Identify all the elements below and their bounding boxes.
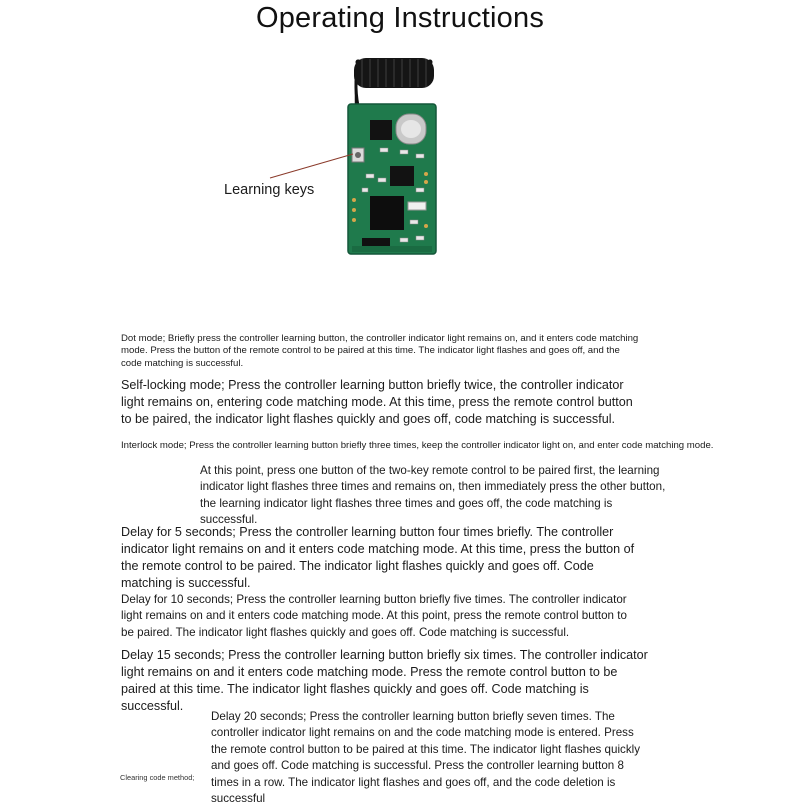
product-figure [150,50,670,310]
page-title: Operating Instructions [255,2,545,34]
clearing-code-label: Clearing code method; [120,773,195,782]
pcb-board [348,104,436,254]
delay-20s-text: Delay 20 seconds; Press the controller learning button briefly seven times. The controller indicator light remains on and the code matching mode is entered. Press the remote control button to be paired at this time. The indicator light flashes quickly and goes off. Code matching is successful. Press the controller learning button 8 times in a row. The indicator light flashes and goes off, and the code deletion is successful [211,710,640,806]
learning-keys-label: Learning keys [224,182,315,198]
dot-mode-text: Dot mode; Briefly press the controller learning button, the controller indicator light remains on, and it enters code matching mode. Press the button of the remote control to be paired at this time. The indicator light flashes and goes off, and the code matching is successful. [121,333,639,369]
callout-line [270,154,353,178]
interlock-continuation-text: At this point, press one button of the two-key remote control to be paired first, the learning indicator light flashes three times and remains on, then immediately press the other button, the learning indicator light flashes three times and goes off, the code matching is successful. [200,464,666,527]
delay-15s-text: Delay 15 seconds; Press the controller learning button briefly six times. The controller indicator light remains on and it enters code matching mode. Press the remote control button to be paired at this time. The indicator light flashes quickly and goes off. Code matching is successful. [121,648,648,713]
interlock-mode-text: Interlock mode; Press the controller learning button briefly three times, keep the controller indicator light on, and enter code matching mode. [121,440,714,451]
antenna-coil [354,58,434,108]
delay-5s-text: Delay for 5 seconds; Press the controller learning button four times briefly. The controller indicator light remains on and it enters code matching mode. At this time, press the button of the remote control to be paired. The indicator light flashes quickly and goes off. Code matching is successful. [121,525,635,590]
receiver-module-image [150,50,670,310]
self-locking-mode-text: Self-locking mode; Press the controller learning button briefly twice, the controller indicator light remains on, entering code matching mode. At this time, press the remote control button to be paired, the indicator light flashes quickly and goes off, code matching is successful. [121,378,633,426]
delay-10s-text: Delay for 10 seconds; Press the controller learning button briefly five times. The controller indicator light remains on and it enters code matching mode. At this point, press the remote control button to be paired. The indicator light flashes quickly and goes off. Code matching is successful. [121,593,627,639]
